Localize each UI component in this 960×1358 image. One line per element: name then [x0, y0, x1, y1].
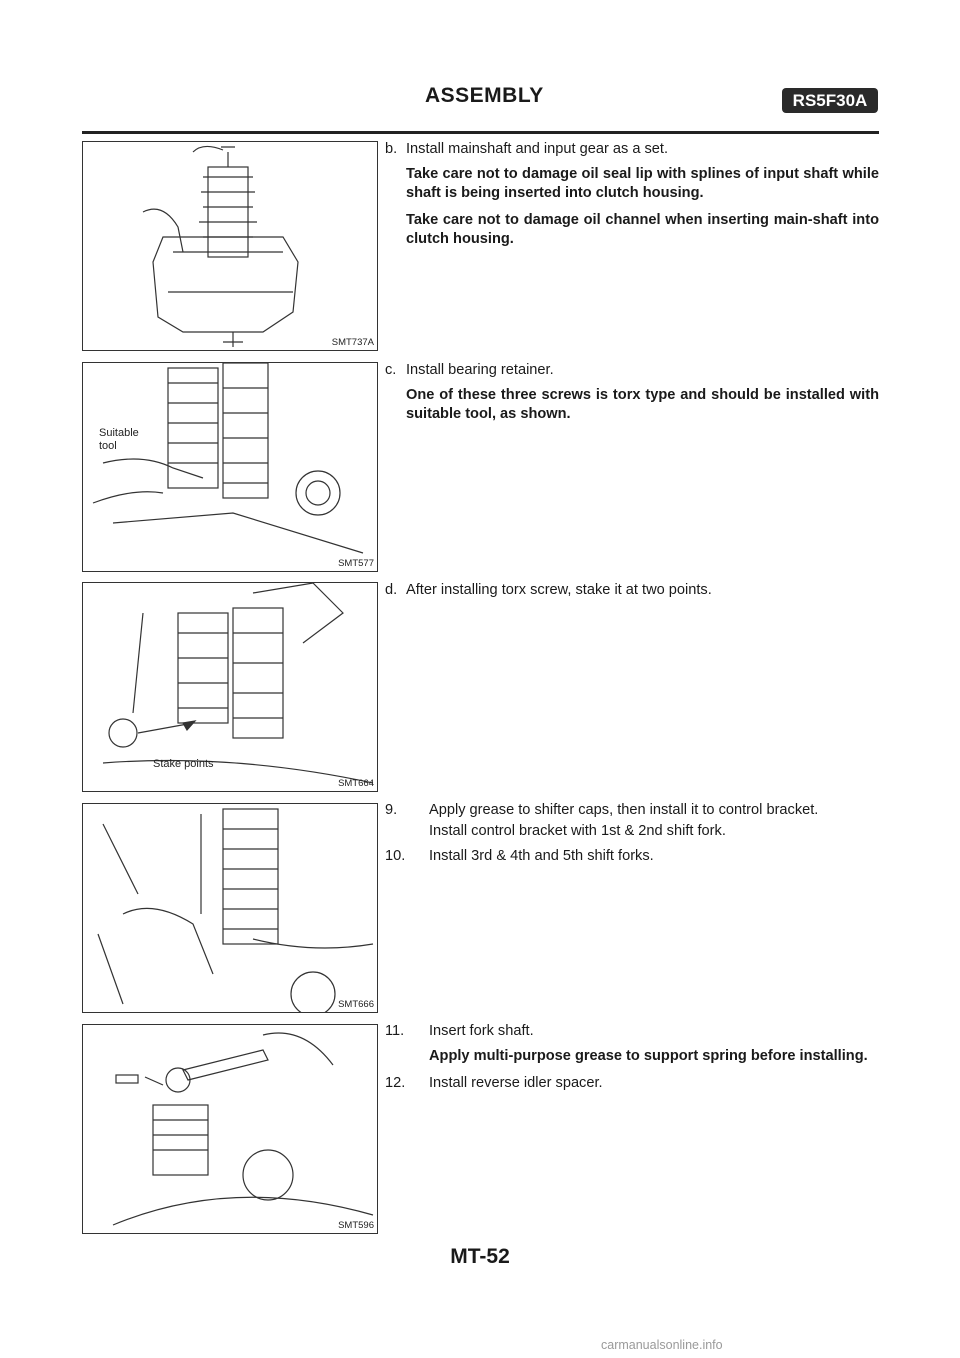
step-text: Install reverse idler spacer.	[429, 1075, 603, 1091]
bearing-retainer-illustration	[83, 363, 377, 571]
step-text: Install 3rd & 4th and 5th shift forks.	[429, 848, 654, 864]
step-d	[385, 581, 879, 600]
caution-note: Take care not to damage oil seal lip with splines of input shaft while shaft is being inserted into clutch housing.	[406, 166, 879, 201]
step-marker: 9.	[385, 802, 398, 818]
step-c	[385, 361, 879, 380]
shift-forks-illustration	[83, 804, 377, 1012]
section-steps-9-10	[385, 801, 879, 872]
section-step-d	[385, 581, 879, 606]
figure-id: SMT666	[338, 999, 374, 1010]
caution-note: Take care not to damage oil channel when inserting main-shaft into clutch housing.	[406, 212, 879, 247]
step-continuation: Install control bracket with 1st & 2nd shift fork.	[429, 823, 726, 839]
callout-stake-points: Stake points	[153, 758, 214, 770]
header-rule	[82, 131, 879, 134]
figure-id: SMT577	[338, 558, 374, 569]
step-marker: 10.	[385, 848, 406, 864]
page-header	[0, 84, 960, 114]
step-10	[385, 847, 879, 866]
figure-mainshaft-install	[82, 141, 378, 351]
page-number: MT-52	[450, 1245, 510, 1268]
watermark: carmanualsonline.info	[601, 1338, 723, 1352]
step-12	[385, 1074, 879, 1093]
step-text: Install mainshaft and input gear as a set.	[406, 141, 669, 157]
step-b	[385, 140, 879, 159]
model-code-badge: RS5F30A	[782, 88, 878, 113]
mainshaft-illustration	[83, 142, 377, 350]
figure-fork-shaft	[82, 1024, 378, 1234]
figure-id: SMT596	[338, 1220, 374, 1231]
callout-suitable: Suitable	[99, 427, 139, 439]
figure-shift-forks	[82, 803, 378, 1013]
step-marker: b.	[385, 141, 398, 157]
step-marker: c.	[385, 362, 397, 378]
step-marker: 12.	[385, 1075, 406, 1091]
step-9	[385, 801, 879, 820]
step-marker: d.	[385, 582, 398, 598]
step-text: Install bearing retainer.	[406, 362, 554, 378]
stake-points-illustration	[83, 583, 377, 791]
section-title: ASSEMBLY	[425, 84, 544, 107]
caution-note: One of these three screws is torx type and should be installed with suitable tool, as shown.	[406, 387, 879, 422]
step-text: After installing torx screw, stake it at two points.	[406, 582, 712, 598]
step-text: Apply grease to shifter caps, then install it to control bracket.	[429, 802, 819, 818]
figure-bearing-retainer	[82, 362, 378, 572]
step-marker: 11.	[385, 1023, 405, 1039]
step-11	[385, 1022, 879, 1041]
figure-id: SMT737A	[331, 337, 374, 348]
section-step-b	[385, 140, 879, 257]
fork-shaft-illustration	[83, 1025, 377, 1233]
section-steps-11-12	[385, 1022, 879, 1099]
step-text: Insert fork shaft.	[429, 1023, 534, 1039]
section-step-c	[385, 361, 879, 432]
figure-stake-points	[82, 582, 378, 792]
callout-tool: tool	[99, 440, 117, 452]
figure-id: SMT664	[338, 778, 374, 789]
caution-note: Apply multi-purpose grease to support spring before installing.	[429, 1048, 868, 1064]
